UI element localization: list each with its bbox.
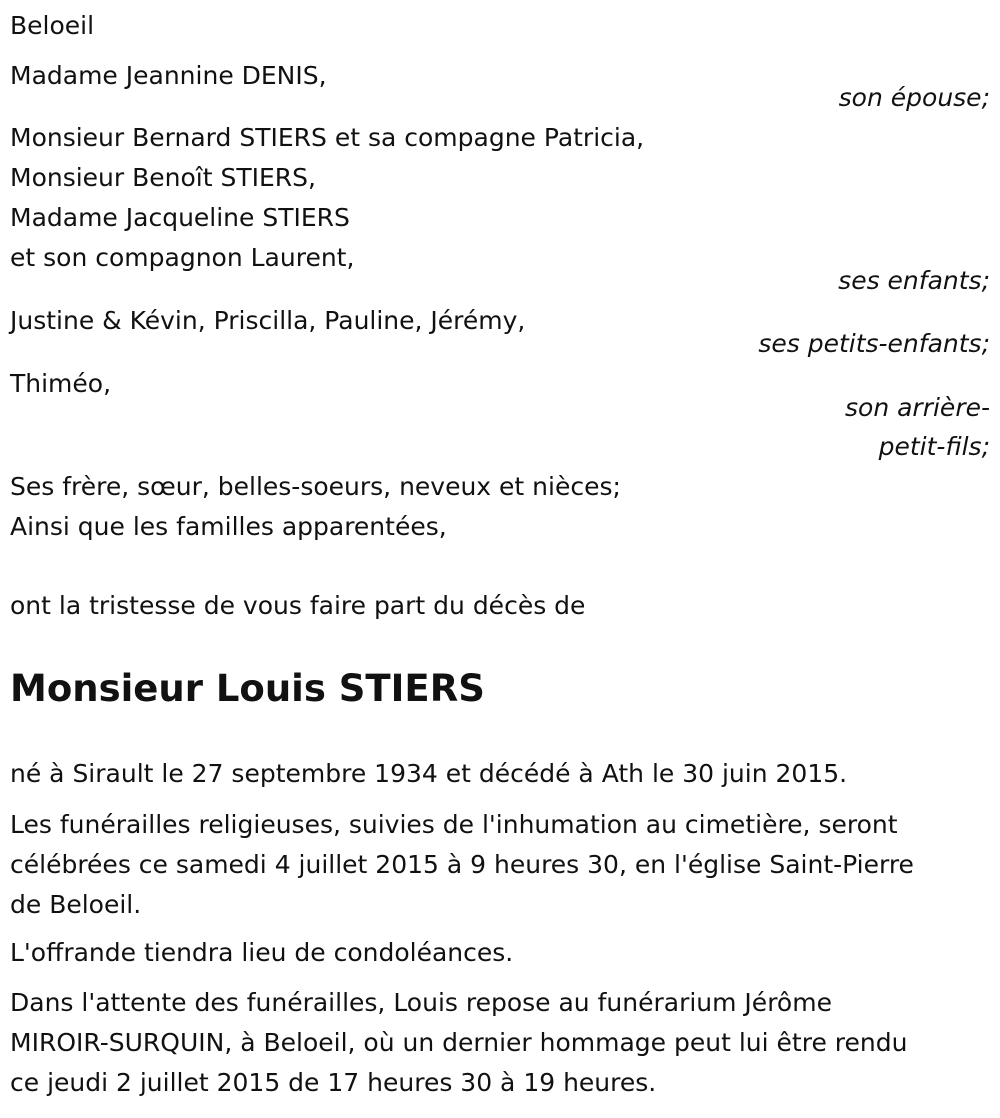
birth-death: né à Sirault le 27 septembre 1934 et décédé à Ath le 30 juin 2015.	[10, 759, 848, 788]
funeral-line-1: Les funérailles religieuses, suivies de l'inhumation au cimetière, seront	[10, 810, 898, 839]
visitation-line-1: Dans l'attente des funérailles, Louis repose au funérarium Jérôme	[10, 988, 832, 1017]
wife-line: Madame Jeannine DENIS,	[10, 61, 327, 90]
location: Beloeil	[10, 11, 95, 40]
child-line-2: Monsieur Benoît STIERS,	[10, 163, 316, 192]
deceased-name: Monsieur Louis STIERS	[10, 667, 485, 710]
children-relation: ses enfants;	[838, 266, 990, 295]
child-line-4: et son compagnon Laurent,	[10, 243, 355, 272]
child-line-3: Madame Jacqueline STIERS	[10, 203, 350, 232]
funeral-line-2: célébrées ce samedi 4 juillet 2015 à 9 heures 30, en l'église Saint-Pierre	[10, 850, 914, 879]
visitation-paragraph	[10, 983, 985, 1103]
great-grandchild-relation-2: petit-fils;	[878, 432, 990, 461]
great-grandchild-line: Thiméo,	[10, 369, 112, 398]
great-grandchild-relation-1: son arrière-	[845, 393, 990, 422]
grandchildren-relation: ses petits-enfants;	[758, 329, 990, 358]
funeral-paragraph	[10, 805, 985, 925]
grandchildren-line: Justine & Kévin, Priscilla, Pauline, Jérémy,	[10, 306, 526, 335]
child-line-1: Monsieur Bernard STIERS et sa compagne Patricia,	[10, 123, 645, 152]
visitation-line-2: MIROIR-SURQUIN, à Beloeil, où un dernier hommage peut lui être rendu	[10, 1028, 908, 1057]
family-line-2: Ainsi que les familles apparentées,	[10, 512, 447, 541]
family-line-1: Ses frère, sœur, belles-soeurs, neveux et nièces;	[10, 472, 621, 501]
funeral-line-3: de Beloeil.	[10, 890, 142, 919]
visitation-line-3: ce jeudi 2 juillet 2015 de 17 heures 30 à 19 heures.	[10, 1068, 657, 1097]
condolences: L'offrande tiendra lieu de condoléances.	[10, 938, 514, 967]
wife-relation: son épouse;	[838, 83, 990, 112]
announcement: ont la tristesse de vous faire part du décès de	[10, 591, 586, 620]
